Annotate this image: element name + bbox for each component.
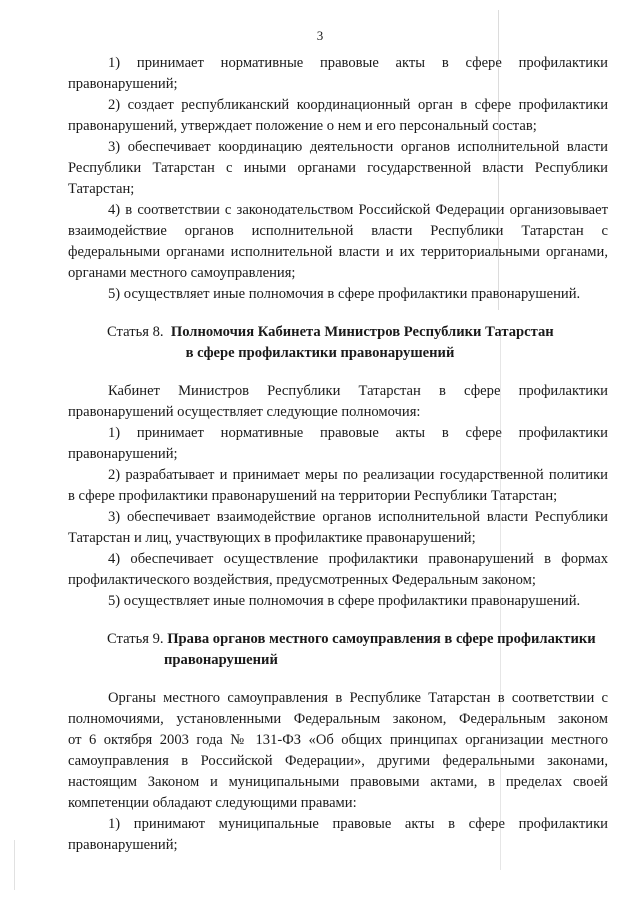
- paragraph-line: 1) принимает нормативные правовые акты в сфере профилактики: [108, 425, 608, 441]
- scan-artifact-line: [500, 330, 501, 870]
- paragraph-line: 4) обеспечивает осуществление профилактики правонарушений в формах: [108, 551, 608, 567]
- paragraph-line: самоуправления в Российской Федерации», другими федеральными законами,: [68, 753, 608, 769]
- paragraph-line: настоящим Законом и муниципальными правовыми актами, в пределах своей: [68, 774, 608, 790]
- paragraph-line: полномочиями, установленными Федеральным законом, Федеральным законом: [68, 711, 608, 727]
- paragraph-line: правонарушений осуществляет следующие полномочия:: [68, 404, 421, 420]
- paragraph-line: органами местного самоуправления;: [68, 265, 296, 281]
- paragraph-line: профилактического воздействия, предусмотренных Федеральным законом;: [68, 572, 536, 588]
- paragraph-line: взаимодействие органов исполнительной власти Республики Татарстан с: [68, 223, 608, 239]
- scan-artifact-line: [14, 840, 15, 890]
- article-heading: [107, 630, 607, 648]
- paragraph-line: Татарстан;: [68, 181, 135, 197]
- paragraph-line: Кабинет Министров Республики Татарстан в сфере профилактики: [108, 383, 608, 399]
- page-number: 3: [316, 28, 324, 43]
- paragraph-line: Республики Татарстан с иными органами государственной власти Республики: [68, 160, 608, 176]
- paragraph-line: 3) обеспечивает взаимодействие органов исполнительной власти Республики: [108, 509, 608, 525]
- paragraph-line: 5) осуществляет иные полномочия в сфере профилактики правонарушений.: [108, 593, 581, 609]
- paragraph-line: федеральными органами исполнительной власти и их территориальными органами,: [68, 244, 608, 260]
- paragraph-line: 3) обеспечивает координацию деятельности органов исполнительной власти: [108, 139, 608, 155]
- paragraph-line: 2) разрабатывает и принимает меры по реализации государственной политики: [108, 467, 608, 483]
- paragraph-line: от 6 октября 2003 года № 131-ФЗ «Об общих принципах организации местного: [68, 732, 608, 748]
- paragraph-line: 1) принимает нормативные правовые акты в сфере профилактики: [108, 55, 608, 71]
- paragraph-line: 4) в соответствии с законодательством Российской Федерации организовывает: [108, 202, 608, 218]
- paragraph-line: в сфере профилактики правонарушений на территории Республики Татарстан;: [68, 488, 558, 504]
- article-title-continued: правонарушений: [164, 652, 278, 668]
- paragraph-line: правонарушений, утверждает положение о нем и его персональный состав;: [68, 118, 537, 134]
- article-title-continued: в сфере профилактики правонарушений: [185, 345, 455, 361]
- paragraph-line: компетенции обладают следующими правами:: [68, 795, 357, 811]
- article-title: Полномочия Кабинета Министров Республики Татарстан: [170, 324, 554, 340]
- paragraph-line: Органы местного самоуправления в Республике Татарстан в соответствии с: [108, 690, 608, 706]
- paragraph-line: 2) создает республиканский координационный орган в сфере профилактики: [108, 97, 608, 113]
- paragraph-line: правонарушений;: [68, 837, 178, 853]
- paragraph-line: правонарушений;: [68, 446, 178, 462]
- paragraph-line: 5) осуществляет иные полномочия в сфере профилактики правонарушений.: [108, 286, 581, 302]
- paragraph-line: 1) принимают муниципальные правовые акты в сфере профилактики: [108, 816, 608, 832]
- paragraph-line: правонарушений;: [68, 76, 178, 92]
- article-heading: [107, 323, 607, 341]
- paragraph-line: Татарстан и лиц, участвующих в профилактике правонарушений;: [68, 530, 476, 546]
- article-prefix: Статья 9.: [107, 631, 164, 647]
- scan-artifact-line: [498, 10, 499, 310]
- article-title: Права органов местного самоуправления в сфере профилактики: [167, 631, 596, 647]
- article-prefix: Статья 8.: [107, 324, 164, 340]
